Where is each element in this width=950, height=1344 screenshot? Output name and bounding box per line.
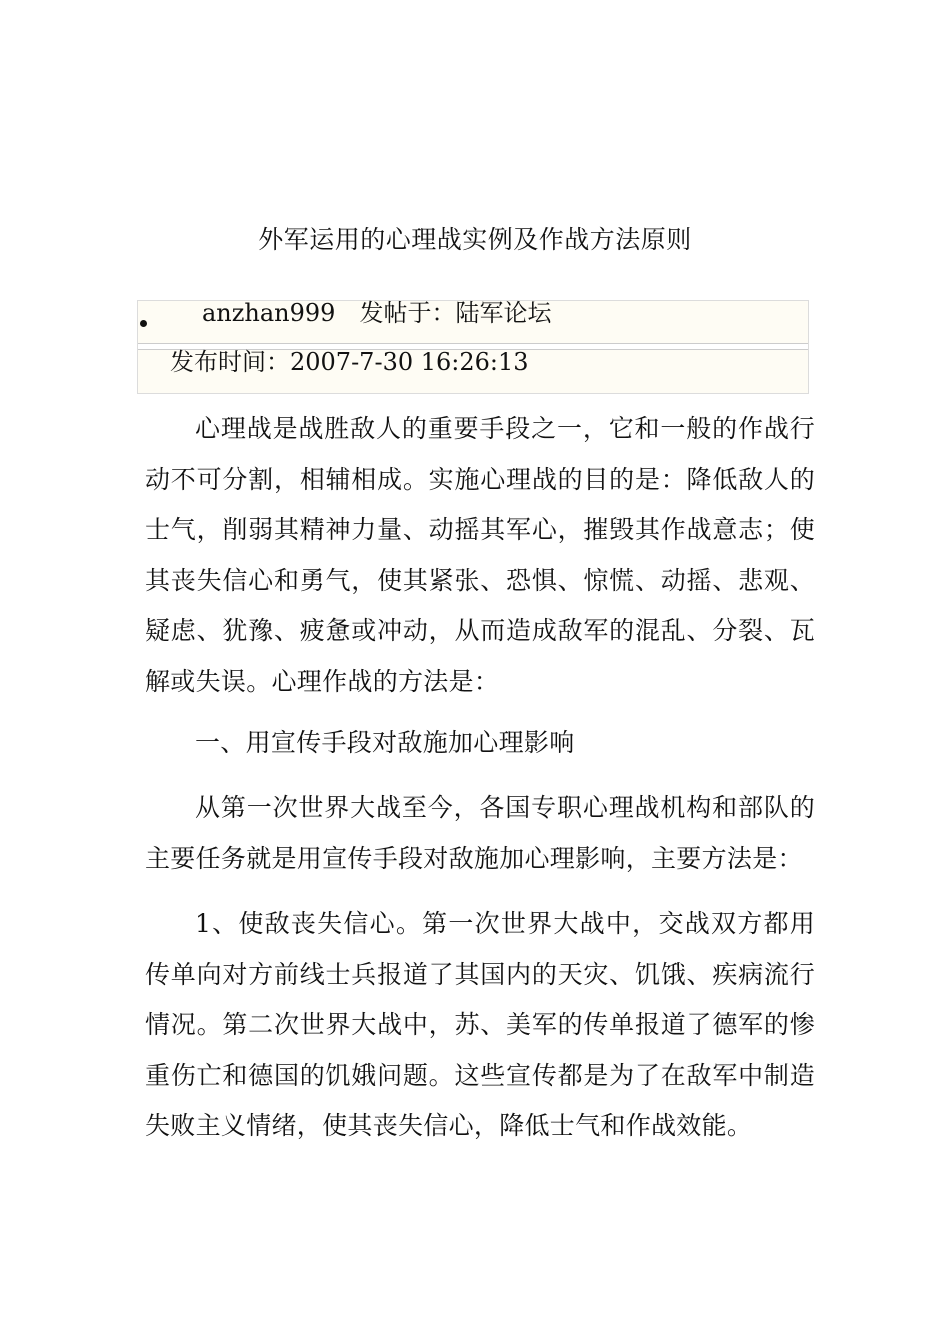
bullet-icon	[140, 320, 147, 327]
document-title: 外军运用的心理战实例及作战方法原则	[258, 225, 692, 254]
paragraph-section-intro: 从第一次世界大战至今，各国专职心理战机构和部队的主要任务就是用宣传手段对敌施加心理影响，主要方法是：	[145, 793, 815, 873]
post-author-line: anzhan999 发帖于：陆军论坛	[202, 299, 552, 327]
paragraph-point-1: 1、使敌丧失信心。第一次世界大战中，交战双方都用传单向对方前线士兵报道了其国内的天灾、饥饿、疾病流行情况。第二次世界大战中，苏、美军的传单报道了德军的惨重伤亡和德国的饥娥问题。这些宣传都是为了在敌军中制造失败主义情绪，使其丧失信心，降低士气和作战效能。	[145, 909, 815, 1140]
section-heading: 一、用宣传手段对敌施加心理影响	[195, 728, 575, 757]
paragraph-intro: 心理战是战胜敌人的重要手段之一，它和一般的作战行动不可分割，相辅相成。实施心理战的目的是：降低敌人的士气，削弱其精神力量、动摇其军心，摧毁其作战意志；使其丧失信心和勇气，使其紧张、恐惧、惊慌、动摇、悲观、疑虑、犹豫、疲惫或冲动，从而造成敌军的混乱、分裂、瓦解或失误。心理作战的方法是：	[145, 414, 815, 696]
post-time-line: 发布时间：2007-7-30 16:26:13	[170, 348, 529, 376]
